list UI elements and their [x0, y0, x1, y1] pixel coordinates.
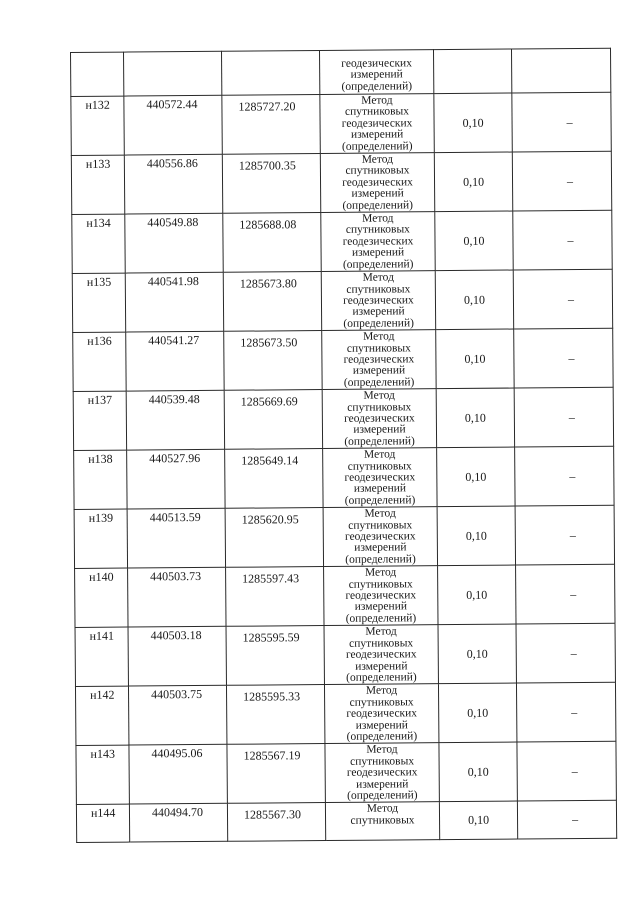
- method-line: измерений: [350, 68, 403, 81]
- method-line: (определений): [347, 789, 418, 802]
- method-line: измерений: [352, 364, 406, 378]
- cell-point-number: н138: [74, 450, 127, 509]
- cell-y: 1285649.14: [225, 449, 323, 509]
- method-line: Метод: [365, 684, 398, 698]
- method-line: измерений: [355, 659, 408, 673]
- cell-method: [322, 389, 436, 449]
- cell-point-number: н140: [75, 568, 128, 627]
- method-line: геодезических: [344, 530, 416, 543]
- cell-method: [325, 802, 439, 841]
- cell-point-number: н135: [72, 273, 125, 332]
- cell-point-number: н134: [72, 214, 125, 273]
- method-line: (определений): [342, 257, 414, 271]
- cell-method: [324, 566, 438, 626]
- cell-precision: [433, 49, 511, 94]
- method-line: (определений): [343, 317, 414, 330]
- cell-dash: –: [515, 446, 614, 506]
- cell-point-number: н137: [73, 391, 126, 450]
- cell-method: [321, 212, 435, 272]
- method-line: измерений: [350, 128, 404, 142]
- cell-y: 1285688.08: [223, 213, 321, 273]
- cell-method: [320, 153, 434, 213]
- table-row: [73, 328, 613, 391]
- method-line: (определений): [343, 376, 415, 389]
- cell-dash: [511, 48, 610, 93]
- method-line: геодезических: [342, 176, 413, 189]
- cell-method: [325, 743, 439, 803]
- method-line: измерений: [351, 246, 405, 260]
- cell-x: 440549.88: [125, 213, 223, 273]
- table-row: [72, 269, 612, 332]
- cell-dash: –: [516, 564, 615, 624]
- cell-method: [320, 94, 434, 154]
- cell-y: 1285620.95: [225, 508, 323, 568]
- method-line: измерений: [353, 482, 407, 496]
- cell-point-number: н144: [76, 804, 129, 842]
- method-line: Метод: [364, 566, 397, 579]
- coordinates-table: [70, 48, 617, 844]
- cell-x: 440556.86: [124, 154, 222, 214]
- cell-x: 440495.06: [129, 745, 227, 805]
- method-line: (определений): [346, 730, 418, 743]
- method-line: Метод: [362, 212, 394, 225]
- table-row: [76, 801, 616, 843]
- cell-y: 1285595.33: [226, 685, 324, 745]
- method-line: спутниковых: [345, 223, 410, 237]
- cell-method: [321, 271, 435, 331]
- cell-y: 1285595.59: [226, 626, 324, 686]
- cell-dash: –: [514, 387, 613, 447]
- method-line: Метод: [361, 94, 393, 107]
- cell-y: 1285673.80: [223, 272, 321, 332]
- method-line: спутниковых: [349, 637, 414, 650]
- method-line: (определений): [344, 435, 415, 448]
- method-line: измерений: [354, 541, 407, 555]
- cell-point-number: н133: [71, 155, 124, 214]
- cell-y: [221, 51, 319, 96]
- cell-dash: –: [512, 151, 611, 211]
- method-line: спутниковых: [348, 577, 413, 591]
- cell-y: 1285727.20: [222, 95, 320, 155]
- document-page: [70, 48, 624, 860]
- cell-precision: 0,10: [438, 624, 516, 684]
- cell-x: 440539.48: [126, 390, 224, 450]
- cell-precision: 0,10: [436, 329, 514, 389]
- method-line: геодезических: [345, 648, 417, 661]
- method-line: (определений): [346, 671, 417, 684]
- method-line: спутниковых: [347, 459, 412, 473]
- method-line: геодезических: [342, 235, 414, 248]
- table-row: [75, 564, 615, 627]
- cell-dash: –: [516, 624, 615, 684]
- method-line: Метод: [361, 153, 394, 166]
- cell-precision: 0,10: [437, 506, 515, 566]
- table-body: [71, 48, 617, 843]
- cell-precision: 0,10: [434, 93, 512, 153]
- method-line: (определений): [345, 612, 417, 625]
- method-line: (определений): [341, 79, 413, 93]
- method-line: измерений: [352, 305, 405, 319]
- method-line: спутниковых: [350, 814, 415, 827]
- cell-method: [322, 330, 436, 390]
- method-line: спутниковых: [346, 341, 411, 355]
- cell-point-number: н132: [71, 96, 124, 155]
- table-row: [76, 742, 616, 805]
- method-line: спутниковых: [348, 518, 413, 532]
- cell-x: [124, 51, 222, 96]
- cell-precision: 0,10: [438, 683, 516, 743]
- cell-y: 1285700.35: [222, 154, 320, 214]
- cell-dash: –: [512, 92, 611, 152]
- cell-x: 440541.27: [126, 331, 224, 391]
- cell-precision: 0,10: [435, 211, 513, 271]
- method-line: (определений): [342, 198, 414, 212]
- method-line: измерений: [354, 600, 408, 614]
- cell-point-number: н142: [75, 686, 128, 745]
- method-line: спутниковых: [345, 164, 410, 178]
- cell-point-number: н143: [76, 745, 129, 804]
- method-line: измерений: [356, 777, 409, 791]
- cell-precision: 0,10: [437, 447, 515, 507]
- method-line: измерений: [351, 187, 404, 201]
- cell-precision: 0,10: [438, 565, 516, 625]
- cell-dash: –: [514, 328, 613, 388]
- method-line: геодезических: [343, 294, 414, 307]
- cell-point-number: н136: [73, 332, 126, 391]
- method-line: Метод: [365, 625, 397, 638]
- method-line: геодезических: [341, 57, 412, 70]
- cell-method: [319, 50, 433, 95]
- method-line: Метод: [366, 743, 398, 757]
- method-line: Метод: [363, 330, 395, 343]
- cell-y: 1285567.30: [227, 803, 325, 842]
- cell-dash: –: [513, 269, 612, 329]
- method-line: (определений): [344, 494, 416, 507]
- cell-method: [324, 684, 438, 744]
- method-line: спутниковых: [347, 400, 412, 414]
- method-line: геодезических: [346, 707, 418, 720]
- cell-y: 1285669.69: [224, 390, 322, 450]
- cell-dash: –: [516, 683, 615, 743]
- cell-method: [323, 448, 437, 508]
- table-row: [74, 446, 614, 509]
- method-line: (определений): [345, 553, 416, 566]
- cell-point-number: [71, 52, 124, 96]
- cell-method: [324, 625, 438, 685]
- table-row-continuation: [71, 48, 611, 96]
- method-line: спутниковых: [350, 755, 415, 768]
- cell-dash: –: [515, 505, 614, 565]
- method-line: Метод: [366, 802, 399, 816]
- cell-y: 1285597.43: [226, 567, 324, 627]
- method-line: (определений): [341, 139, 413, 153]
- method-line: спутниковых: [344, 105, 410, 119]
- method-line: Метод: [363, 448, 396, 461]
- method-line: спутниковых: [346, 282, 411, 296]
- table-row: [71, 151, 611, 214]
- method-line: измерений: [353, 423, 406, 437]
- method-line: геодезических: [343, 353, 415, 366]
- cell-dash: –: [517, 742, 616, 802]
- table-row: [74, 505, 614, 568]
- method-line: Метод: [362, 271, 394, 284]
- cell-y: 1285673.50: [224, 331, 322, 391]
- method-line: спутниковых: [349, 696, 414, 709]
- cell-x: 440503.75: [128, 686, 226, 746]
- cell-precision: 0,10: [435, 270, 513, 330]
- method-line: Метод: [363, 389, 395, 402]
- method-line: Метод: [364, 507, 396, 520]
- cell-x: 440527.96: [127, 449, 225, 509]
- method-line: измерений: [355, 718, 408, 732]
- cell-y: 1285567.19: [227, 744, 325, 804]
- table-row: [72, 210, 612, 273]
- cell-point-number: н141: [75, 627, 128, 686]
- table-row: [73, 387, 613, 450]
- cell-dash: –: [513, 210, 612, 270]
- table-row: [71, 92, 611, 155]
- table-row: [75, 624, 615, 687]
- cell-method: [323, 507, 437, 567]
- method-line: геодезических: [344, 412, 415, 425]
- cell-precision: 0,10: [434, 152, 512, 212]
- cell-precision: 0,10: [436, 388, 514, 448]
- method-line: геодезических: [341, 117, 413, 130]
- cell-precision: 0,10: [439, 801, 517, 840]
- cell-x: 440494.70: [129, 804, 227, 843]
- method-line: геодезических: [345, 589, 417, 602]
- cell-x: 440541.98: [125, 272, 223, 332]
- method-line: геодезических: [346, 766, 418, 780]
- cell-x: 440572.44: [124, 95, 222, 155]
- cell-x: 440513.59: [127, 509, 225, 569]
- cell-precision: 0,10: [439, 742, 517, 802]
- table-row: [75, 683, 615, 746]
- method-line: геодезических: [344, 471, 416, 484]
- cell-x: 440503.18: [128, 627, 226, 687]
- cell-point-number: н139: [74, 509, 127, 568]
- cell-dash: –: [517, 801, 616, 840]
- cell-x: 440503.73: [128, 568, 226, 628]
